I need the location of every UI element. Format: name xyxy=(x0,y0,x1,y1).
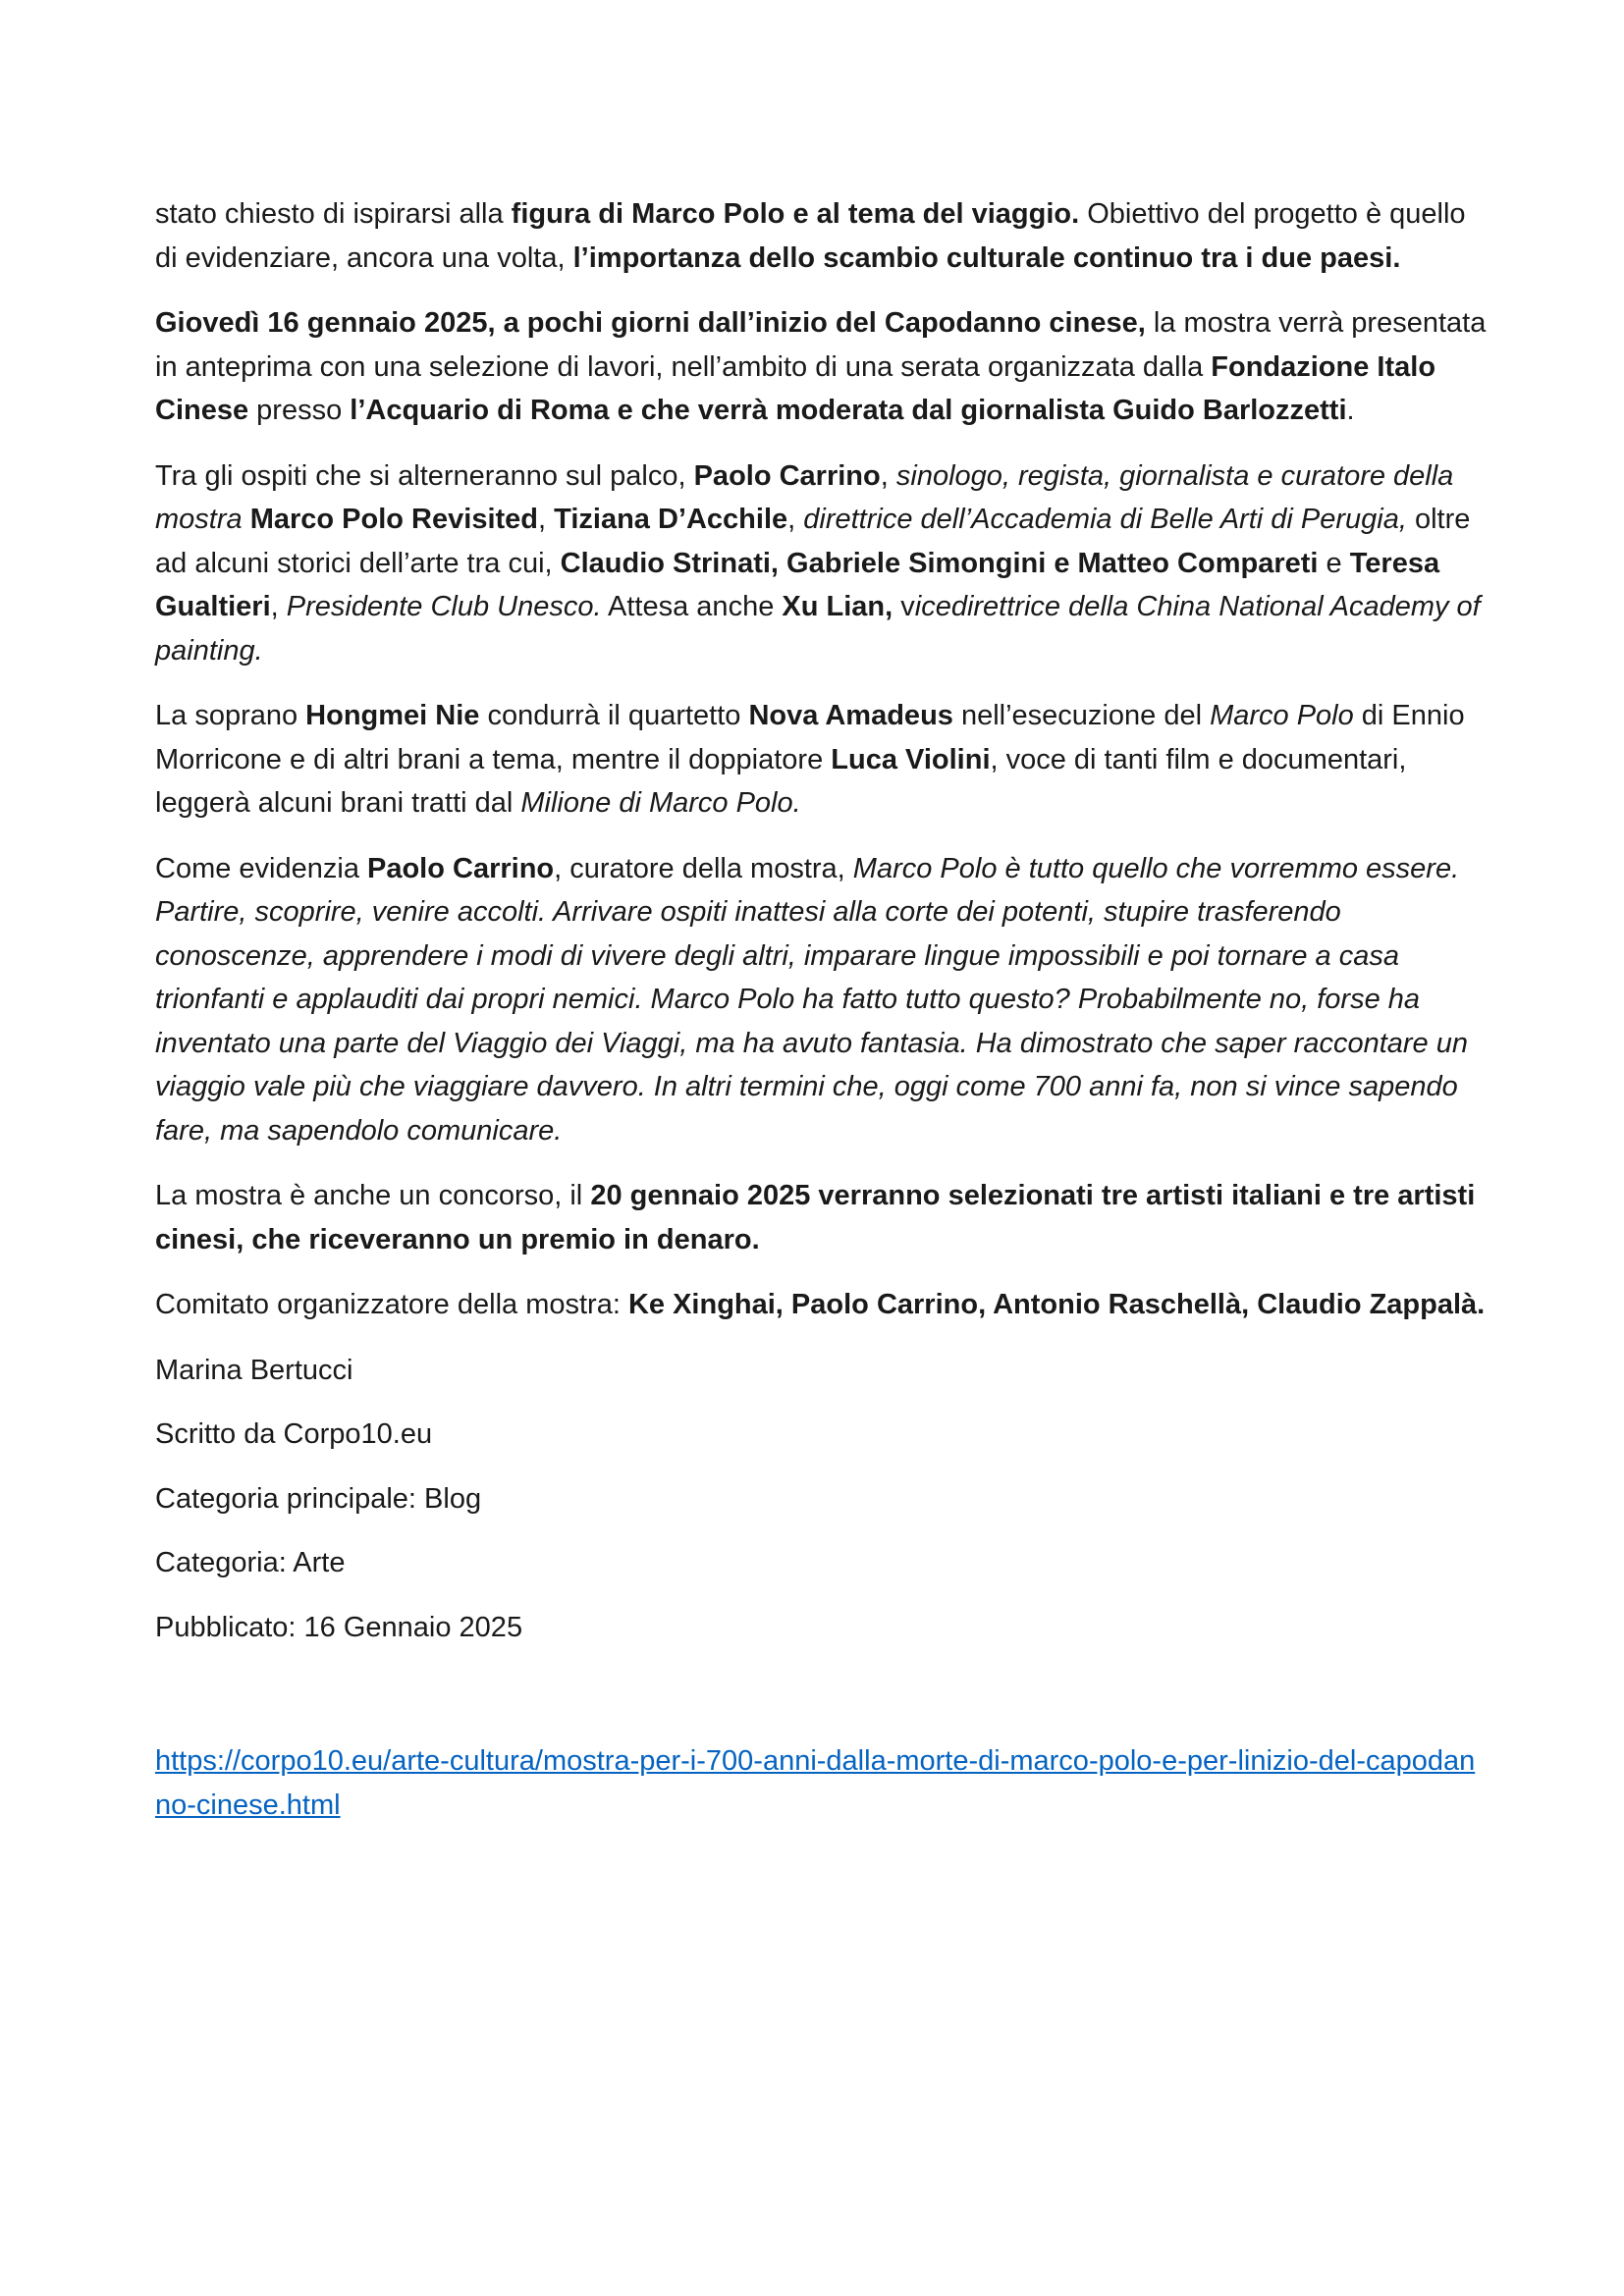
italic-run: icedirettrice della China National Academy of painting. xyxy=(155,591,1481,667)
bold-run: Xu Lian, xyxy=(782,591,893,622)
bold-run: figura di Marco Polo e al tema del viaggio. xyxy=(511,198,1080,230)
italic-run: sinologo, regista, giornalista e curatore della mostra xyxy=(155,459,1454,535)
source-link-block xyxy=(155,1739,1490,1827)
italic-run: direttrice dell’Accademia di Belle Arti di Perugia, xyxy=(803,504,1407,535)
bold-run: Paolo Carrino xyxy=(367,852,555,884)
main-category: Categoria principale: Blog xyxy=(155,1482,482,1515)
italic-run: Marco Polo è tutto quello che vorremmo essere. Partire, scoprire, venire accolti. Arrivare ospiti inattesi alla corte dei potenti, stupire trasferendo conoscenze, apprendere i modi di vivere degli altri, imparare lingue impossibili e poi tornare a casa trionfanti e applauditi dai propri nemici. Marco Polo ha fatto tutto questo? Probabilmente no, forse ha inventato una parte del Viaggio dei Viaggi, ma ha avuto fantasia. Ha dimostrato che saper raccontare un viaggio vale più che viaggiare davvero. In altri termini che, oggi come 700 anni fa, non si vince sapendo fare, ma sapendolo comunicare. xyxy=(155,852,1469,1147)
bold-run: Fondazione Italo Cinese xyxy=(155,350,1436,426)
text-run: Comitato organizzatore della mostra: xyxy=(155,1289,628,1320)
written-by: Scritto da Corpo10.eu xyxy=(155,1418,433,1450)
bold-run: Teresa Gualtieri xyxy=(155,547,1440,622)
bold-run: Tiziana D’Acchile xyxy=(554,504,788,535)
italic-run: Marco Polo xyxy=(1210,700,1354,731)
text-run: condurrà il quartetto xyxy=(479,700,749,731)
bold-run: l’Acquario di Roma e che verrà moderata dal giornalista Guido Barlozzetti xyxy=(350,395,1347,426)
text-run: , curatore della mostra, xyxy=(554,852,853,884)
text-run: , xyxy=(880,459,896,492)
bold-run: Giovedì 16 gennaio 2025, a pochi giorni dall’inizio del Capodanno cinese, xyxy=(155,307,1146,339)
text-run: , voce di tanti film e documentari, leggerà alcuni brani tratti dal xyxy=(155,743,1407,819)
text-run xyxy=(243,504,250,535)
paragraph-event xyxy=(155,301,1490,433)
bold-run: Claudio Strinati, Gabriele Simongini e Matteo Compareti xyxy=(560,547,1319,579)
text-run: Attesa anche xyxy=(601,591,783,622)
text-run: e xyxy=(1318,547,1350,579)
text-run: la mostra verrà presentata in anteprima con una selezione di lavori, nell’ambito di una serata organizzata dalla xyxy=(155,307,1487,383)
text-run: La mostra è anche un concorso, il xyxy=(155,1180,591,1211)
published-date: Pubblicato: 16 Gennaio 2025 xyxy=(155,1611,523,1643)
paragraph-contest xyxy=(155,1174,1490,1261)
article-meta xyxy=(155,1349,1490,1650)
text-run: Obiettivo del progetto è quello di evidenziare, ancora una volta, xyxy=(155,198,1466,274)
category: Categoria: Arte xyxy=(155,1547,346,1578)
bold-run: Hongmei Nie xyxy=(305,700,480,731)
bold-run: Paolo Carrino xyxy=(693,459,881,492)
bold-run: 20 gennaio 2025 verranno selezionati tre artisti italiani e tre artisti cinesi, che riceveranno un premio in denaro. xyxy=(155,1180,1476,1255)
author-name: Marina Bertucci xyxy=(155,1354,353,1386)
paragraph-music xyxy=(155,694,1490,826)
text-run: oltre ad alcuni storici dell’arte tra cui, xyxy=(155,504,1471,579)
paragraph-guests xyxy=(155,454,1490,673)
text-run: Tra gli ospiti che si alterneranno sul palco, xyxy=(155,459,694,492)
text-run: , xyxy=(538,504,555,535)
text-run: presso xyxy=(248,395,351,426)
text-run: Come evidenzia xyxy=(155,852,367,884)
text-run: La soprano xyxy=(155,700,306,731)
text-run: , xyxy=(787,504,804,535)
bold-run: Luca Violini xyxy=(831,743,991,775)
text-run: di Ennio Morricone e di altri brani a tema, mentre il doppiatore xyxy=(155,700,1465,775)
bold-run: Nova Amadeus xyxy=(748,700,953,731)
italic-run: Presidente Club Unesco. xyxy=(286,591,602,622)
paragraph-intro xyxy=(155,192,1490,280)
bold-run: l’importanza dello scambio culturale continuo tra i due paesi. xyxy=(572,241,1401,274)
source-link[interactable]: https://corpo10.eu/arte-cultura/mostra-per-i-700-anni-dalla-morte-di-marco-polo-e-per-linizio-del-capodanno-cinese.html xyxy=(155,1745,1476,1821)
paragraph-quote xyxy=(155,847,1490,1153)
text-run: , xyxy=(270,591,287,622)
text-run: stato chiesto di ispirarsi alla xyxy=(155,198,512,230)
italic-run: Milione di Marco Polo. xyxy=(520,787,801,819)
bold-run: Ke Xinghai, Paolo Carrino, Antonio Raschellà, Claudio Zappalà. xyxy=(627,1289,1486,1320)
text-run: nell’esecuzione del xyxy=(952,700,1211,731)
paragraph-committee xyxy=(155,1283,1490,1327)
document-page xyxy=(155,192,1490,1827)
bold-run: Marco Polo Revisited xyxy=(249,504,539,535)
text-run: . xyxy=(1346,395,1355,426)
text-run: v xyxy=(893,591,915,622)
